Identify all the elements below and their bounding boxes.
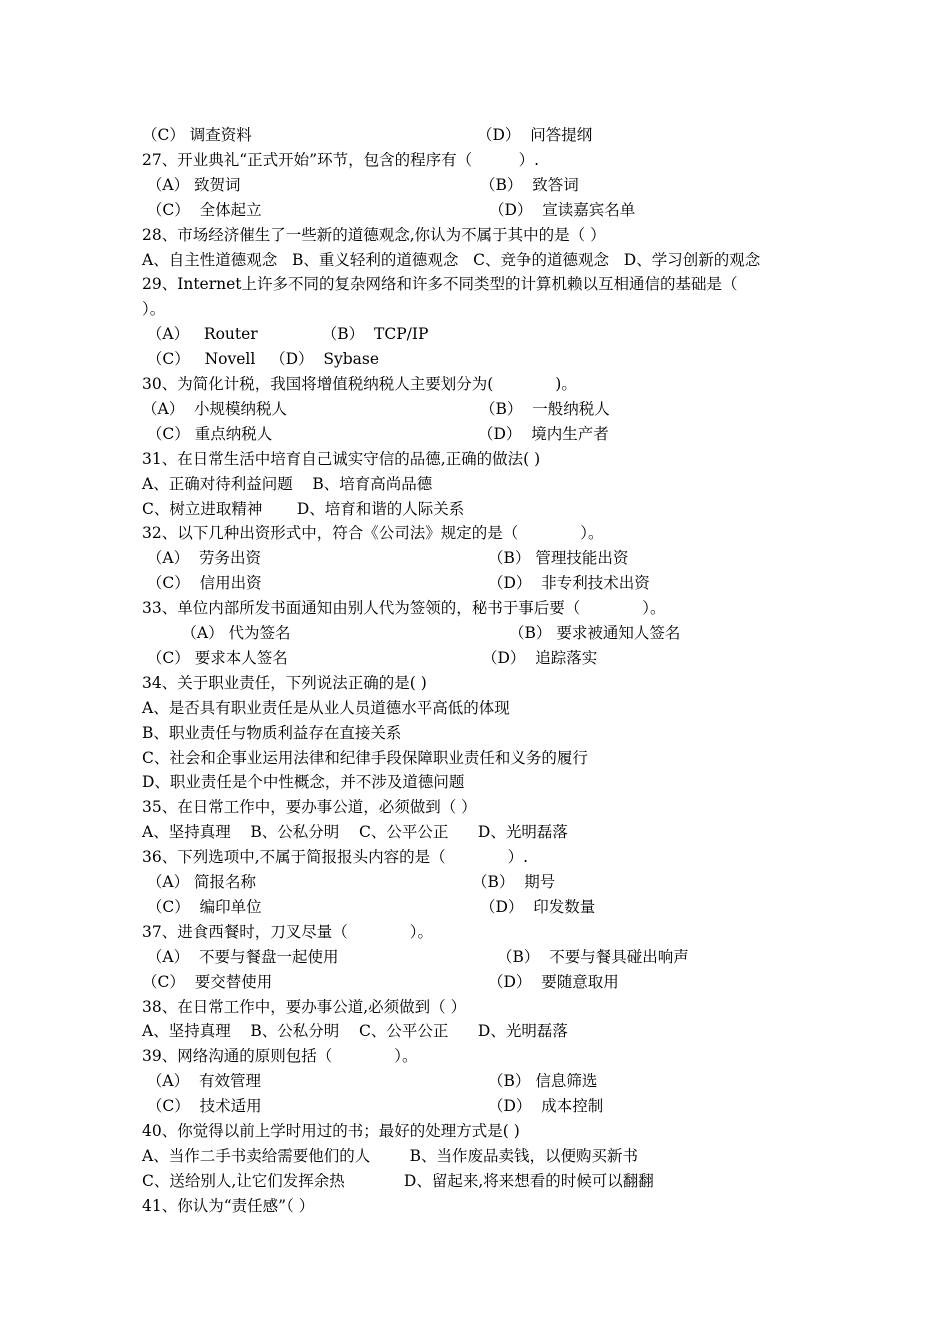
line-text: 31、在日常生活中培育自己诚实守信的品德,正确的做法( ) — [142, 449, 541, 468]
line-text: （C） 信用出资 — [142, 574, 262, 593]
option-text: （D） 印发数量 — [480, 897, 596, 916]
text-line — [142, 795, 477, 820]
text-line — [142, 1144, 638, 1169]
line-text: A、自主性道德观念 B、重义轻利的道德观念 C、竞争的道德观念 D、学习创新的观念 — [142, 250, 761, 269]
line-text: C、树立进取精神 D、培育和谐的人际关系 — [142, 499, 465, 518]
text-line — [142, 397, 610, 422]
line-text: （A） 有效管理 — [142, 1072, 261, 1091]
text-line — [142, 970, 619, 995]
text-line — [142, 1194, 314, 1219]
text-line — [142, 248, 760, 273]
text-line — [142, 322, 428, 347]
text-line — [142, 1169, 654, 1194]
text-line — [142, 422, 609, 447]
option-text: （B） 信息筛选 — [488, 1072, 598, 1091]
text-line — [142, 721, 401, 746]
option-text: （B） 管理技能出资 — [488, 549, 629, 568]
line-text: （A） 小规模纳税人 — [142, 399, 288, 418]
line-text: （C） 要求本人签名 — [142, 648, 288, 667]
line-text: C、送给别人,让它们发挥余热 D、留起来,将来想看的时候可以翻翻 — [142, 1171, 654, 1190]
line-text: 33、单位内部所发书面通知由别人代为签领的，秘书于事后要（ ）。 — [142, 599, 666, 618]
line-text: 28、市场经济催生了一些新的道德观念,你认为不属于其中的是（ ） — [142, 225, 606, 244]
line-text: （C） 全体起立 — [142, 200, 262, 219]
line-text: （A） 不要与餐盘一起使用 — [142, 947, 339, 966]
option-text: （D） 非专利技术出资 — [488, 574, 650, 593]
line-text: A、是否具有职业责任是从业人员道德水平高低的体现 — [142, 698, 510, 717]
text-line — [142, 148, 539, 173]
line-text: 32、以下几种出资形式中，符合《公司法》规定的是（ ）。 — [142, 524, 604, 543]
text-line — [142, 123, 593, 148]
text-line — [142, 1044, 417, 1069]
line-text: 30、为简化计税，我国将增值税纳税人主要划分为( )。 — [142, 375, 577, 393]
line-text: （A） 致贺词 — [142, 175, 241, 194]
line-text: 40、你觉得以前上学时用过的书；最好的处理方式是( ) — [142, 1122, 520, 1140]
line-text: （C） 编印单位 — [142, 897, 262, 916]
text-line — [142, 497, 464, 522]
line-text: 29、Internet上许多不同的复杂网络和许多不同类型的计算机赖以互相通信的基础是（ — [142, 275, 738, 294]
text-line — [142, 646, 598, 671]
text-line — [142, 1019, 568, 1044]
line-text: A、坚持真理 B、公私分明 C、公平公正 D、光明磊落 — [142, 1022, 568, 1041]
text-line — [142, 571, 650, 596]
line-text: （A） 简报名称 — [142, 873, 257, 891]
option-text: （D） 成本控制 — [488, 1097, 604, 1116]
line-text: （C） 调查资料 — [142, 126, 252, 144]
text-line — [142, 621, 681, 646]
line-text: （C） 技术适用 — [142, 1097, 262, 1116]
option-text: （D） 境内生产者 — [478, 424, 609, 443]
text-line — [142, 770, 464, 795]
line-text: （C） Novell （D） Sybase — [142, 350, 380, 369]
line-text: 36、下列选项中,不属于简报报头内容的是（ ）. — [142, 848, 529, 867]
line-text: D、职业责任是个中性概念，并不涉及道德问题 — [142, 773, 465, 792]
text-line — [142, 372, 577, 397]
line-text: 37、进食西餐时，刀叉尽量（ ）。 — [142, 922, 433, 941]
line-text: 34、关于职业责任，下列说法正确的是( ) — [142, 673, 427, 692]
option-text: （B） 致答词 — [480, 175, 579, 194]
option-text: （D） 要随意取用 — [488, 972, 619, 991]
text-line — [142, 546, 629, 571]
text-line — [142, 1094, 604, 1119]
text-line — [142, 671, 427, 696]
line-text: 38、在日常工作中，要办事公道,必须做到（ ） — [142, 997, 467, 1016]
text-line — [142, 820, 568, 845]
text-line — [142, 895, 596, 920]
text-line — [142, 297, 165, 322]
text-line — [142, 696, 510, 721]
line-text: A、当作二手书卖给需要他们的人 B、当作废品卖钱，以便购买新书 — [142, 1146, 639, 1165]
text-line — [142, 945, 689, 970]
text-line — [142, 521, 603, 546]
text-line — [142, 1119, 520, 1144]
text-line — [142, 870, 556, 895]
text-line — [142, 447, 540, 472]
text-line — [142, 845, 528, 870]
text-line — [142, 173, 579, 198]
option-text: （D） 宣读嘉宾名单 — [489, 200, 636, 219]
text-line — [142, 920, 433, 945]
line-text: A、正确对待利益问题 B、培育高尚品德 — [142, 474, 433, 493]
text-line — [142, 1069, 598, 1094]
line-text: C、社会和企事业运用法律和纪律手段保障职业责任和义务的履行 — [142, 748, 588, 767]
line-text: 27、开业典礼“正式开始”环节，包含的程序有（ ）. — [142, 150, 540, 169]
line-text: （A） 代为签名 — [142, 624, 291, 642]
text-line — [142, 198, 636, 223]
line-text: （A） Router （B） TCP/IP — [142, 325, 429, 344]
text-line — [142, 472, 432, 497]
option-text: （B） 一般纳税人 — [480, 399, 610, 418]
text-line — [142, 746, 588, 771]
line-text: （A） 劳务出资 — [142, 549, 261, 568]
option-text: （D） 追踪落实 — [482, 648, 598, 667]
text-line — [142, 995, 466, 1020]
line-text: （C） 重点纳税人 — [142, 424, 273, 443]
option-text: （D） 问答提纲 — [477, 126, 593, 144]
text-line — [142, 223, 606, 248]
line-text: 39、网络沟通的原则包括（ ）。 — [142, 1047, 418, 1066]
option-text: （B） 期号 — [472, 873, 556, 891]
line-text: 35、在日常工作中，要办事公道，必须做到（ ） — [142, 798, 477, 817]
line-text: 41、你认为“责任感”（ ） — [142, 1196, 315, 1215]
line-text: A、坚持真理 B、公私分明 C、公平公正 D、光明磊落 — [142, 823, 568, 842]
text-line — [142, 272, 738, 297]
option-text: （B） 要求被通知人签名 — [509, 624, 681, 642]
option-text: （B） 不要与餐具碰出响声 — [497, 947, 689, 966]
line-text: （C） 要交替使用 — [142, 972, 273, 991]
line-text: B、职业责任与物质利益存在直接关系 — [142, 723, 402, 742]
line-text: ）。 — [142, 300, 166, 319]
text-line — [142, 347, 379, 372]
text-line — [142, 596, 665, 621]
